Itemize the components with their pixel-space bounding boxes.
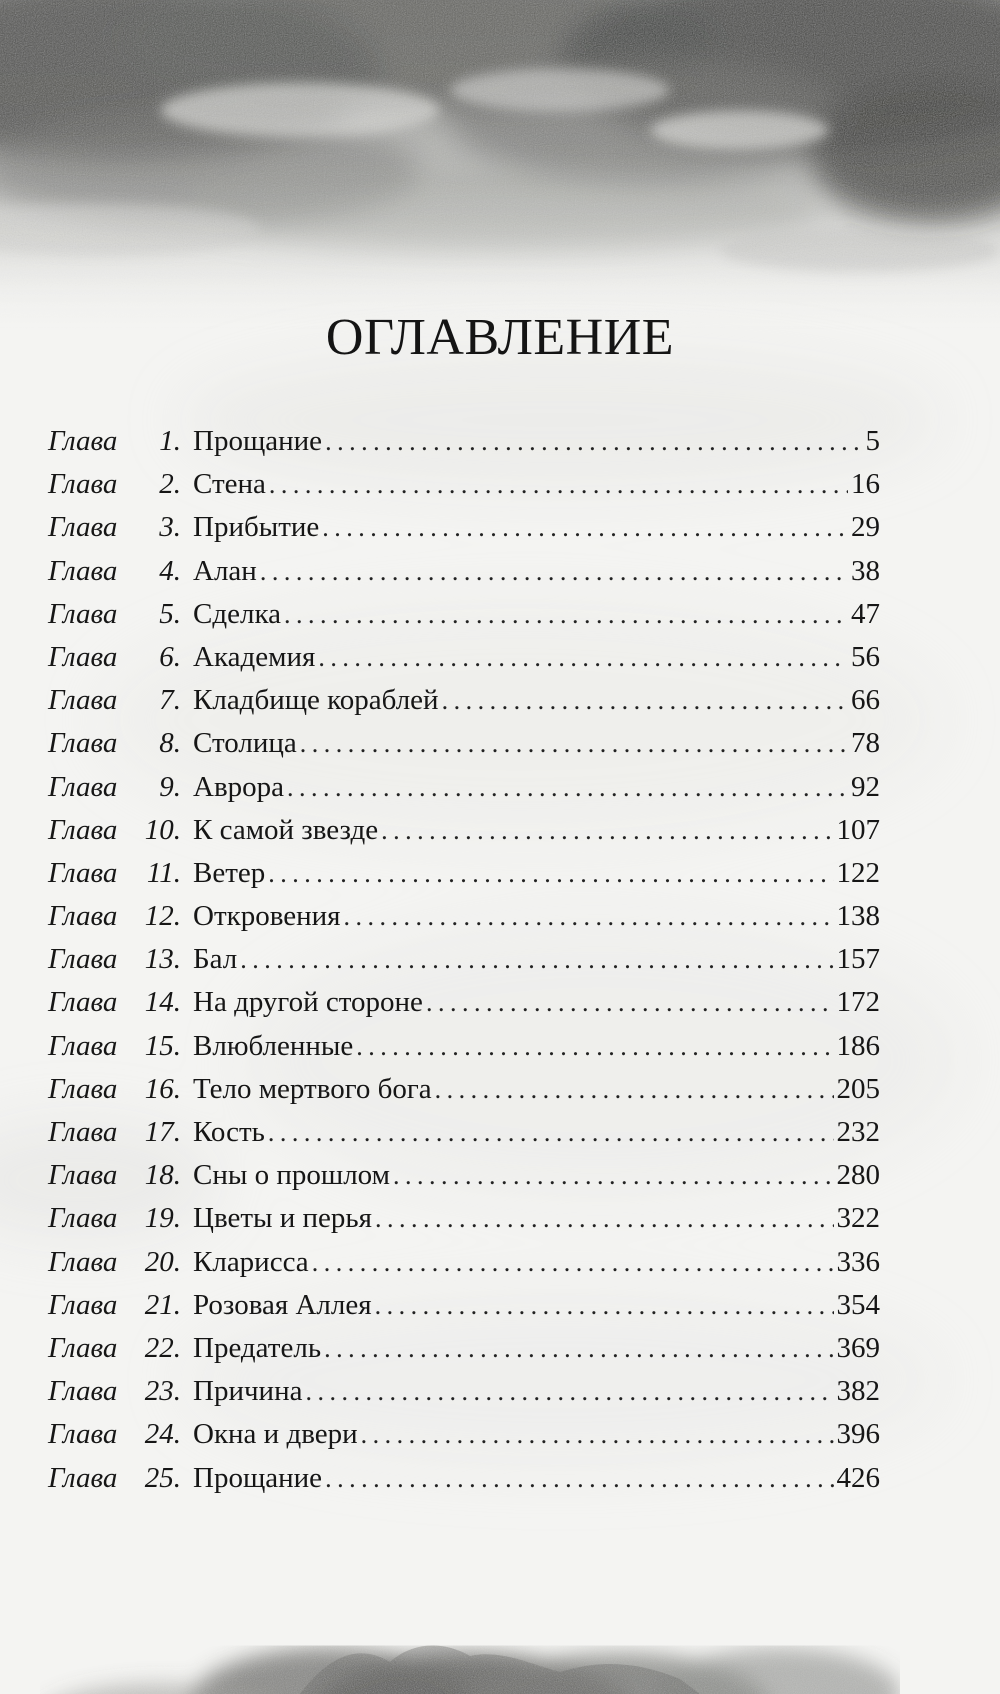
- chapter-number: 1.: [159, 425, 181, 457]
- toc-entry: [48, 1202, 880, 1245]
- page-number: 186: [836, 1029, 880, 1062]
- toc-entry: [48, 727, 880, 770]
- chapter-title: Сделка: [193, 597, 281, 630]
- chapter-number: 18.: [144, 1159, 181, 1192]
- chapter-label: Глава: [48, 1245, 118, 1278]
- page-number: 157: [836, 943, 880, 976]
- chapter-title: Откровения: [193, 900, 341, 933]
- toc-entry: [48, 1246, 880, 1289]
- page-number: 232: [836, 1116, 880, 1148]
- toc-entry: [48, 641, 880, 684]
- chapter-number: 12.: [144, 900, 181, 933]
- dot-leader: [361, 1420, 834, 1450]
- page-number: 354: [836, 1288, 880, 1321]
- chapter-label: Глава: [48, 856, 118, 889]
- chapter-label: Глава: [48, 1375, 118, 1408]
- toc-entry: [48, 555, 880, 598]
- chapter-label: Глава: [48, 1331, 118, 1364]
- chapter-number: 5.: [159, 597, 181, 630]
- page-number: 38: [851, 554, 880, 587]
- dot-leader: [375, 1291, 834, 1321]
- page-number: 5: [865, 425, 880, 457]
- chapter-number: 11.: [146, 856, 181, 889]
- dot-leader: [322, 513, 848, 543]
- page-number: 56: [851, 640, 880, 673]
- chapter-label: Глава: [48, 1029, 118, 1062]
- chapter-title: Аврора: [193, 770, 285, 803]
- chapter-title: Прощание: [193, 425, 323, 457]
- chapter-title: Столица: [193, 727, 297, 760]
- chapter-number: 3.: [159, 511, 181, 544]
- page-number: 107: [836, 813, 880, 846]
- toc-entry: [48, 900, 880, 943]
- chapter-number: 10.: [144, 813, 181, 846]
- toc-entry: [48, 814, 880, 857]
- chapter-number: 8.: [159, 727, 181, 760]
- dot-leader: [284, 600, 848, 630]
- dot-leader: [240, 945, 833, 975]
- chapter-title: Ветер: [193, 856, 266, 889]
- chapter-title: На другой стороне: [193, 986, 423, 1019]
- chapter-number: 7.: [159, 684, 181, 717]
- chapter-number: 22.: [144, 1331, 181, 1364]
- toc-entry: [48, 1116, 880, 1159]
- dot-leader: [442, 686, 848, 716]
- toc-entry: [48, 1332, 880, 1375]
- chapter-title: Стена: [193, 468, 266, 501]
- dot-leader: [343, 902, 833, 932]
- dot-leader: [393, 1161, 834, 1191]
- chapter-title: Причина: [193, 1375, 303, 1408]
- chapter-label: Глава: [48, 1116, 118, 1148]
- dot-leader: [300, 729, 848, 759]
- toc-entry: [48, 1030, 880, 1073]
- chapter-number: 2.: [159, 468, 181, 501]
- chapter-label: Глава: [48, 900, 118, 933]
- chapter-number: 23.: [144, 1375, 181, 1408]
- page-number: 16: [851, 468, 880, 501]
- toc-entry: [48, 1462, 880, 1505]
- page-number: 66: [851, 684, 880, 717]
- chapter-label: Глава: [48, 511, 118, 544]
- chapter-label: Глава: [48, 425, 118, 457]
- page-title: ОГЛАВЛЕНИЕ: [325, 309, 675, 366]
- chapter-number: 17.: [144, 1116, 181, 1148]
- page-number: 78: [851, 727, 880, 760]
- chapter-label: Глава: [48, 554, 118, 587]
- dot-leader: [375, 1204, 834, 1234]
- toc-entry: [48, 771, 880, 814]
- dot-leader: [260, 557, 848, 587]
- chapter-number: 24.: [144, 1418, 181, 1451]
- dot-leader: [318, 643, 848, 673]
- chapter-title: К самой звезде: [193, 813, 379, 846]
- chapter-title: Окна и двери: [193, 1418, 358, 1451]
- chapter-title: Алан: [193, 554, 257, 587]
- chapter-title: Прощание: [193, 1461, 323, 1494]
- dot-leader: [426, 988, 834, 1018]
- dot-leader: [356, 1032, 833, 1062]
- chapter-title: Академия: [193, 640, 316, 673]
- chapter-title: Сны о прошлом: [193, 1159, 390, 1192]
- toc-entry: [48, 425, 880, 468]
- toc-entry: [48, 468, 880, 511]
- dot-leader: [268, 1118, 834, 1148]
- toc-entry: [48, 943, 880, 986]
- page-number: 92: [851, 770, 880, 803]
- chapter-label: Глава: [48, 813, 118, 846]
- toc-entry: [48, 1073, 880, 1116]
- chapter-title: Бал: [193, 943, 238, 976]
- dot-leader: [324, 1334, 833, 1364]
- chapter-label: Глава: [48, 640, 118, 673]
- toc-entry: [48, 684, 880, 727]
- chapter-label: Глава: [48, 1159, 118, 1192]
- page-number: 29: [851, 511, 880, 544]
- chapter-label: Глава: [48, 1288, 118, 1321]
- page-number: 122: [836, 856, 880, 889]
- page-number: 382: [836, 1375, 880, 1408]
- chapter-number: 20.: [144, 1245, 181, 1278]
- page-number: 396: [836, 1418, 880, 1451]
- chapter-label: Глава: [48, 468, 118, 501]
- chapter-number: 9.: [159, 770, 181, 803]
- page-number: 205: [836, 1072, 880, 1105]
- chapter-title: Прибытие: [193, 511, 320, 544]
- chapter-number: 16.: [144, 1072, 181, 1105]
- dot-leader: [435, 1075, 834, 1105]
- page-number: 322: [836, 1202, 880, 1235]
- cloud-illustration-top: [0, 0, 1000, 330]
- chapter-title: Розовая Аллея: [193, 1288, 372, 1321]
- chapter-title: Цветы и перья: [193, 1202, 372, 1235]
- page-number: 426: [836, 1461, 880, 1494]
- dot-leader: [269, 470, 848, 500]
- dot-leader: [325, 1464, 833, 1494]
- cloud-illustration-bottom: [0, 1544, 1000, 1694]
- page-number: 47: [851, 597, 880, 630]
- chapter-number: 14.: [144, 986, 181, 1019]
- chapter-label: Глава: [48, 986, 118, 1019]
- dot-leader: [305, 1377, 833, 1407]
- dot-leader: [325, 427, 862, 457]
- table-of-contents: [48, 425, 880, 1505]
- chapter-title: Кларисса: [193, 1245, 309, 1278]
- page-number: 172: [836, 986, 880, 1019]
- chapter-title: Влюбленные: [193, 1029, 354, 1062]
- chapter-number: 4.: [159, 554, 181, 587]
- chapter-title: Кладбище кораблей: [193, 684, 439, 717]
- chapter-label: Глава: [48, 684, 118, 717]
- toc-entry: [48, 1375, 880, 1418]
- dot-leader: [268, 859, 833, 889]
- chapter-title: Кость: [193, 1116, 265, 1148]
- chapter-label: Глава: [48, 1461, 118, 1494]
- dot-leader: [287, 773, 848, 803]
- chapter-label: Глава: [48, 770, 118, 803]
- chapter-number: 6.: [159, 640, 181, 673]
- chapter-number: 21.: [144, 1288, 181, 1321]
- chapter-title: Тело мертвого бога: [193, 1072, 432, 1105]
- toc-entry: [48, 511, 880, 554]
- chapter-number: 13.: [144, 943, 181, 976]
- toc-entry: [48, 1418, 880, 1461]
- chapter-label: Глава: [48, 1418, 118, 1451]
- dot-leader: [381, 816, 833, 846]
- toc-entry: [48, 1289, 880, 1332]
- page-number: 369: [836, 1331, 880, 1364]
- page-number: 336: [836, 1245, 880, 1278]
- dot-leader: [312, 1248, 834, 1278]
- chapter-number: 19.: [144, 1202, 181, 1235]
- chapter-label: Глава: [48, 597, 118, 630]
- chapter-number: 15.: [144, 1029, 181, 1062]
- chapter-label: Глава: [48, 1202, 118, 1235]
- chapter-label: Глава: [48, 727, 118, 760]
- page-number: 280: [836, 1159, 880, 1192]
- chapter-number: 25.: [144, 1461, 181, 1494]
- toc-entry: [48, 986, 880, 1029]
- toc-entry: [48, 598, 880, 641]
- page-number: 138: [836, 900, 880, 933]
- chapter-title: Предатель: [193, 1331, 322, 1364]
- chapter-label: Глава: [48, 943, 118, 976]
- toc-entry: [48, 1159, 880, 1202]
- chapter-label: Глава: [48, 1072, 118, 1105]
- toc-entry: [48, 857, 880, 900]
